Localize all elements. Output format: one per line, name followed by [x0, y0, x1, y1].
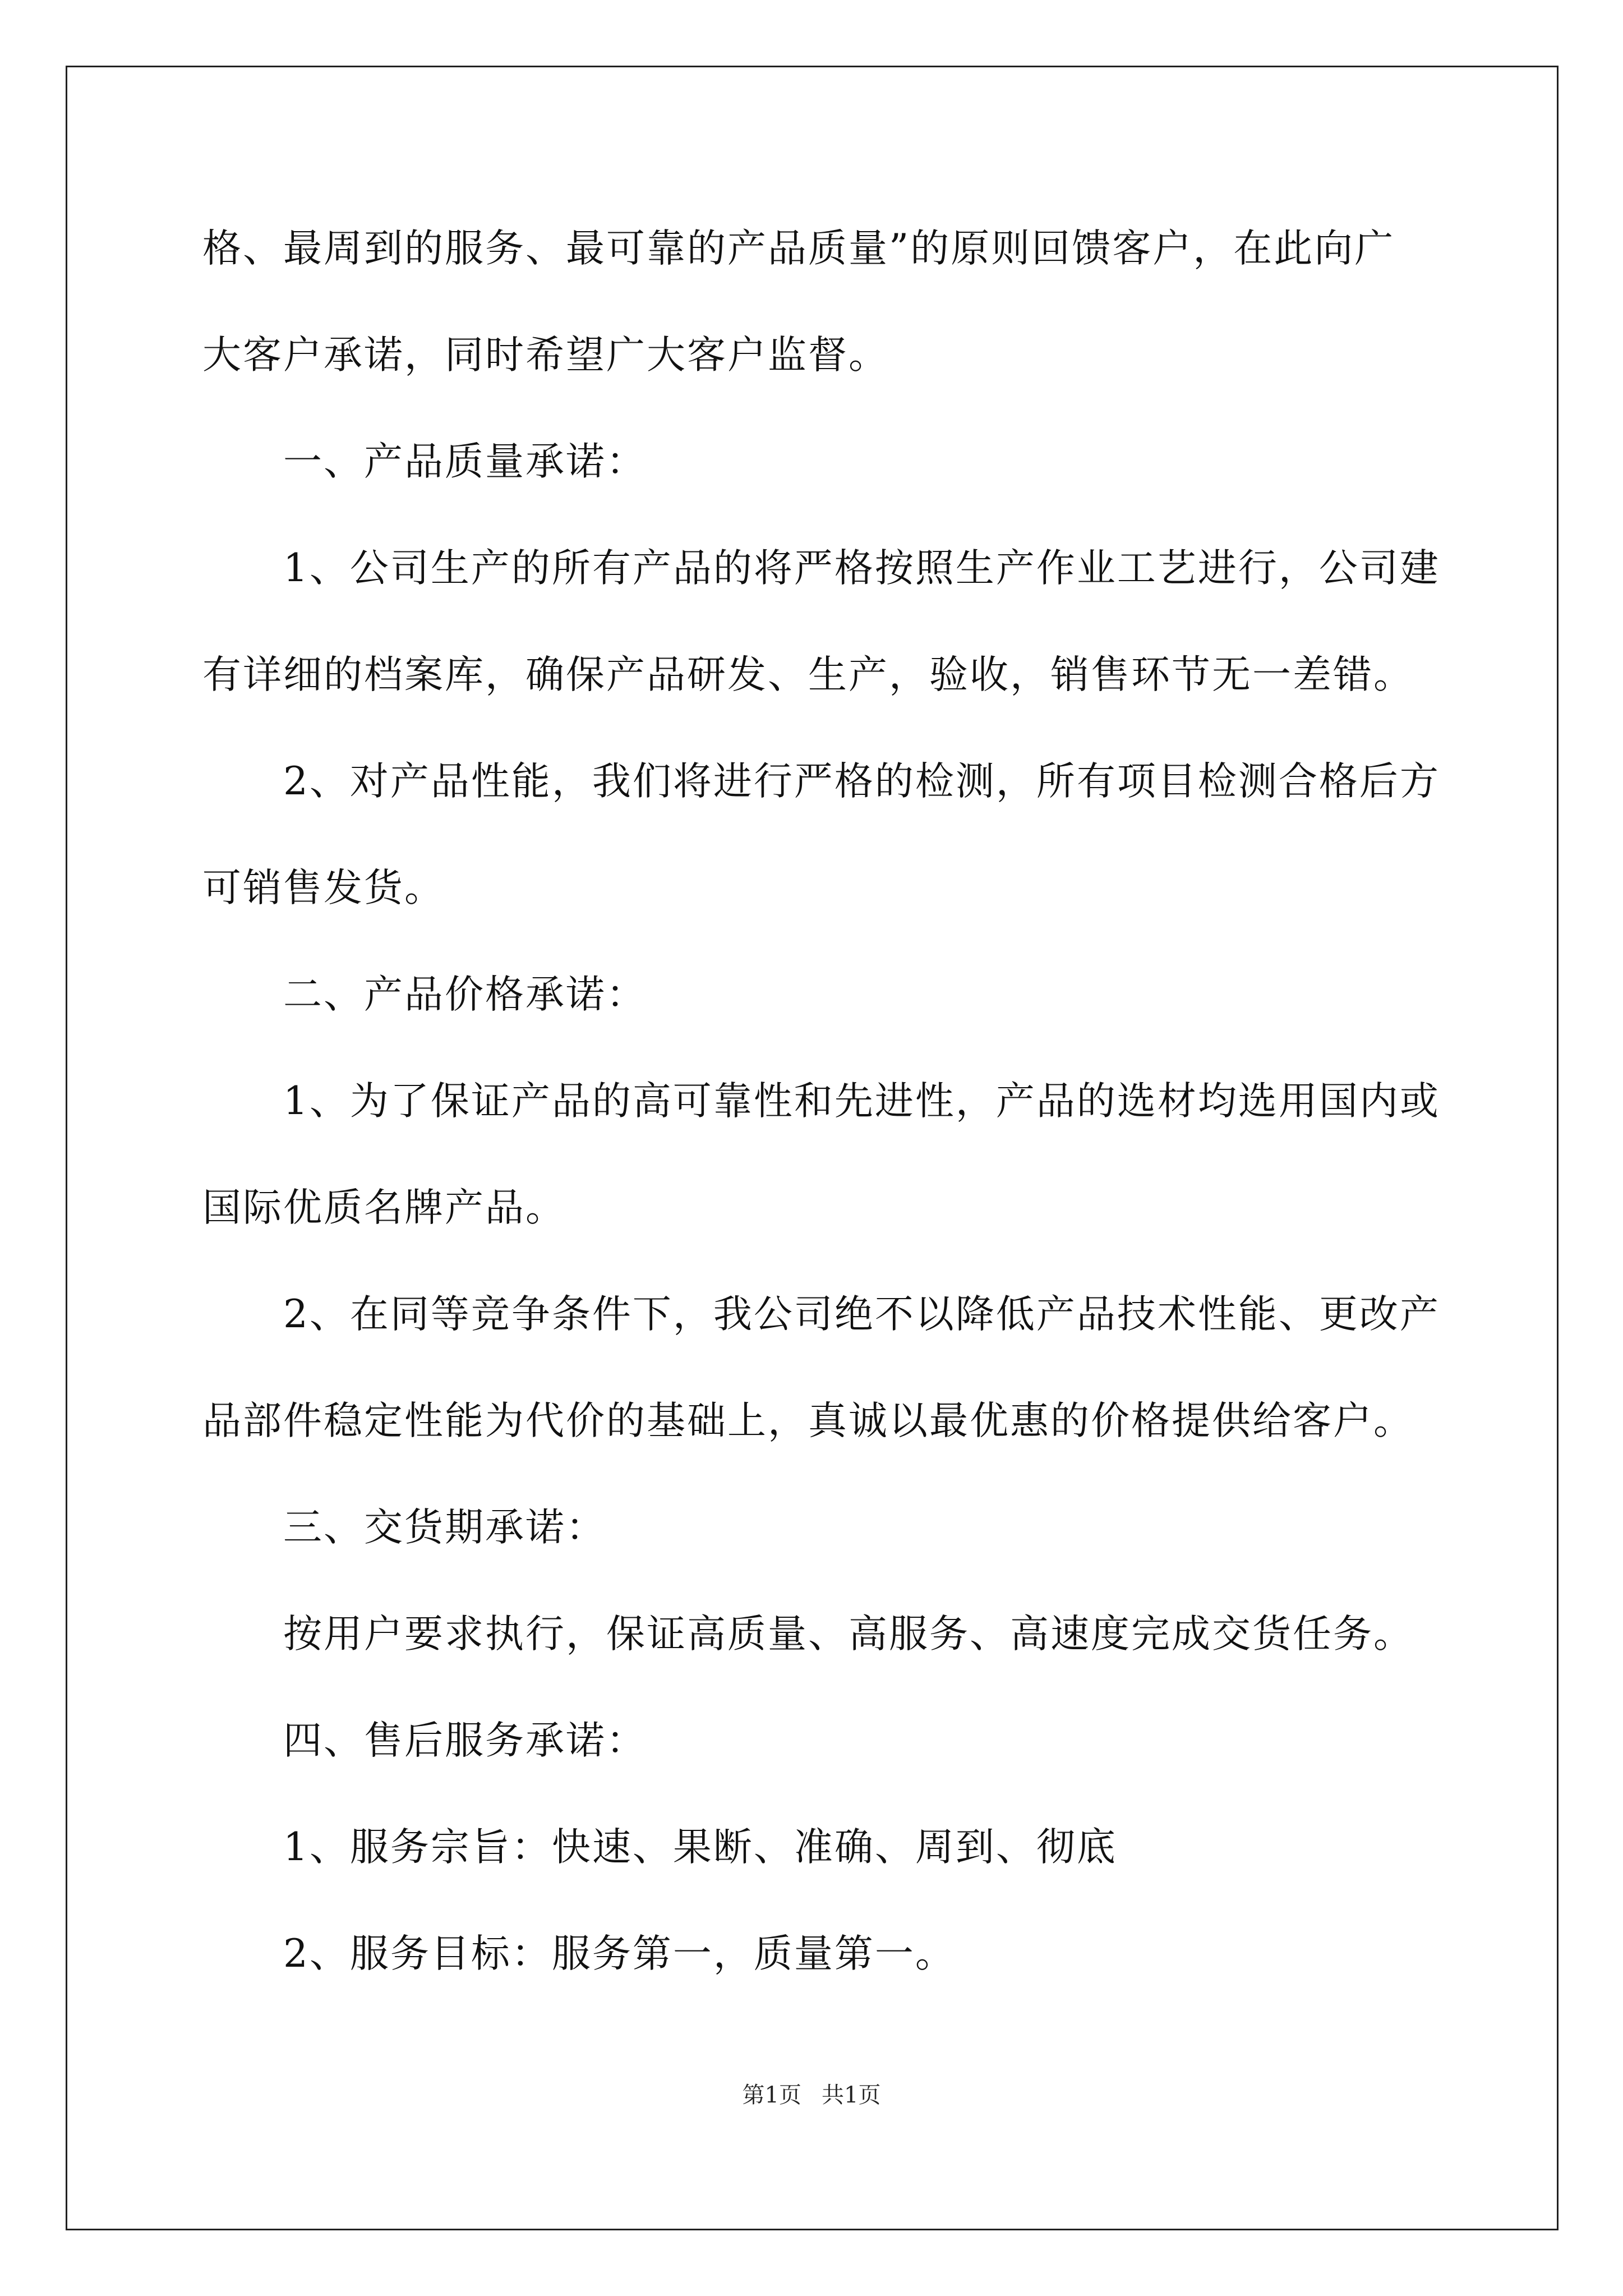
paragraph: 按用户要求执行，保证高质量、高服务、高速度完成交货任务。 — [283, 1612, 1414, 1657]
paragraph: 可销售发货。 — [202, 866, 445, 910]
paragraph: 有详细的档案库，确保产品研发、生产，验收，销售环节无一差错。 — [202, 652, 1414, 697]
section-heading: 四、售后服务承诺： — [283, 1718, 647, 1763]
page-number: 第1页 — [742, 2082, 801, 2108]
paragraph: 2、对产品性能，我们将进行严格的检测，所有项目检测合格后方 — [283, 759, 1440, 804]
section-heading: 一、产品质量承诺： — [283, 439, 647, 484]
page-total: 共1页 — [822, 2082, 881, 2108]
paragraph: 大客户承诺，同时希望广大客户监督。 — [202, 333, 889, 378]
paragraph: 品部件稳定性能为代价的基础上，真诚以最优惠的价格提供给客户。 — [202, 1398, 1414, 1443]
paragraph: 1、公司生产的所有产品的将严格按照生产作业工艺进行，公司建 — [283, 546, 1440, 591]
paragraph: 格、最周到的服务、最可靠的产品质量”的原则回馈客户，在此向广 — [202, 226, 1395, 271]
paragraph: 2、服务目标：服务第一，质量第一。 — [283, 1931, 956, 1976]
section-heading: 二、产品价格承诺： — [283, 972, 647, 1017]
page-footer — [0, 2077, 1623, 2109]
paragraph: 1、为了保证产品的高可靠性和先进性，产品的选材均选用国内或 — [283, 1079, 1440, 1124]
paragraph: 2、在同等竞争条件下，我公司绝不以降低产品技术性能、更改产 — [283, 1292, 1440, 1337]
section-heading: 三、交货期承诺： — [283, 1505, 606, 1550]
paragraph: 1、服务宗旨：快速、果断、准确、周到、彻底 — [283, 1825, 1117, 1870]
document-body — [202, 195, 1440, 2007]
paragraph: 国际优质名牌产品。 — [202, 1185, 566, 1230]
page-frame — [66, 66, 1559, 2230]
